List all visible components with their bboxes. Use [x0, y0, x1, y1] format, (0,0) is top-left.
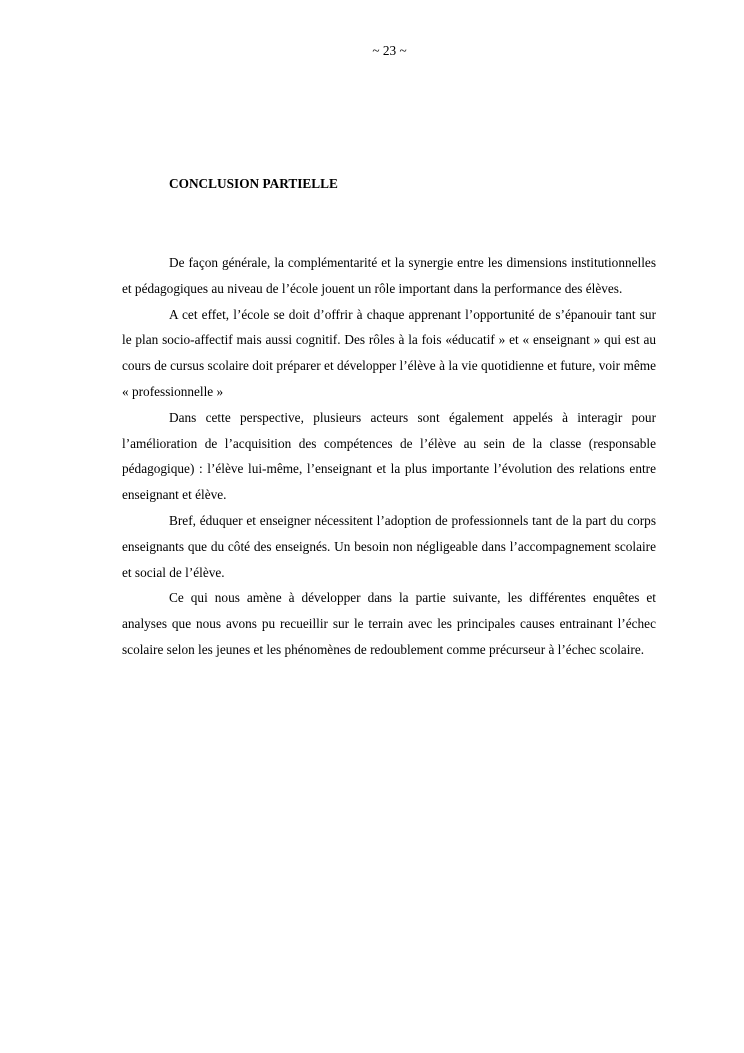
- paragraph: De façon générale, la complémentarité et la synergie entre les dimensions institutionnelles et pédagogiques au niveau de l’école jouent un rôle important dans la performance des élèves.: [122, 255, 656, 296]
- paragraph: Ce qui nous amène à développer dans la partie suivante, les différentes enquêtes et analyses que nous avons pu recueillir sur le terrain avec les principales causes entrainant l’échec scolaire selon les jeunes et les phénomènes de redoublement comme précurseur à l’échec scolaire.: [122, 590, 656, 657]
- section-heading: CONCLUSION PARTIELLE: [169, 176, 338, 191]
- page-number: ~ 23 ~: [372, 43, 407, 58]
- paragraph: Dans cette perspective, plusieurs acteurs sont également appelés à interagir pour l’amélioration de l’acquisition des compétences de l’élève au sein de la classe (responsable pédagogique) : l’élève lui-même, l’enseignant et la plus importante l’évolution des relations entre enseignant et élève.: [122, 409, 656, 503]
- body-text: [122, 250, 656, 663]
- paragraph: Bref, éduquer et enseigner nécessitent l’adoption de professionnels tant de la part du corps enseignants que du côté des enseignés. Un besoin non négligeable dans l’accompagnement scolaire et social de l’élève.: [122, 512, 656, 580]
- paragraph: A cet effet, l’école se doit d’offrir à chaque apprenant l’opportunité de s’épanouir tant sur le plan socio-affectif mais aussi cognitif. Des rôles à la fois «éducatif » et « enseignant » qui est au cours de cursus scolaire doit préparer et développer l’élève à la vie quotidienne et future, voir même « professionnelle »: [122, 306, 656, 399]
